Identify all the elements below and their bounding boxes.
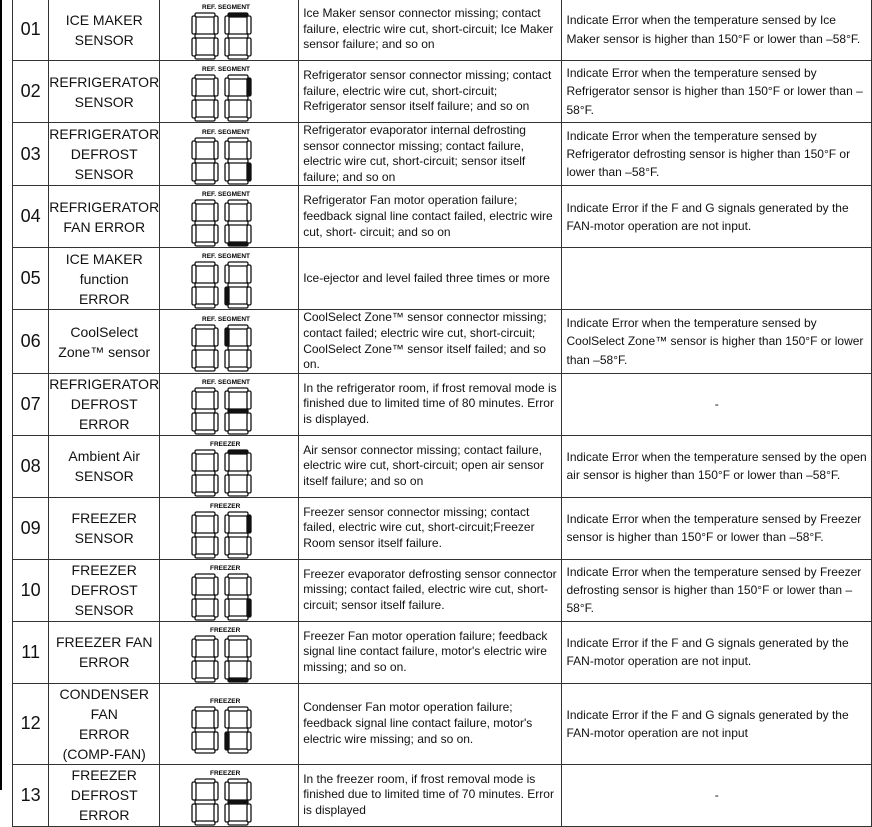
display-mode-label: REF. SEGMENT	[202, 4, 251, 11]
table-row	[13, 764, 872, 826]
segment-c	[214, 732, 218, 750]
segment-display-cell	[160, 186, 299, 248]
segment-display	[188, 767, 268, 827]
segment-c	[214, 475, 218, 493]
segment-b	[247, 265, 251, 283]
error-name: Ambient Air SENSOR	[49, 435, 160, 497]
segment-g	[228, 159, 248, 163]
display-mode-label: REF. SEGMENT	[202, 316, 251, 324]
segment-c	[247, 225, 251, 243]
error-name: REFRIGERATOR DEFROST SENSOR	[49, 123, 160, 186]
error-detection: Indicate Error if the F and G signals generated by the FAN-motor operation are not input	[562, 683, 872, 764]
segment-a	[195, 138, 215, 142]
segment-b	[214, 453, 218, 471]
table-row	[13, 0, 872, 61]
segment-display	[188, 695, 268, 755]
table-row	[13, 61, 872, 123]
segment-g	[195, 221, 215, 225]
segment-a	[228, 200, 248, 204]
error-cause: Freezer evaporator defrosting sensor connector missing; contact failed, electric wire cut, short-circuit; sensor itself failure.	[299, 559, 562, 621]
segment-a	[228, 262, 248, 266]
error-name: CONDENSER FAN ERROR (COMP-FAN)	[49, 683, 160, 764]
segment-d	[228, 180, 248, 184]
segment-g	[195, 159, 215, 163]
segment-b	[247, 639, 251, 657]
segment-display-cell	[160, 123, 299, 186]
segment-g	[195, 283, 215, 287]
segment-b	[214, 78, 218, 96]
error-cause: Ice Maker sensor connector missing; contact failure, electric wire cut, short-circuit; Ice Maker sensor failure; and so on	[299, 0, 562, 61]
segment-b	[214, 577, 218, 595]
segment-b	[214, 328, 218, 346]
error-name: REFRIGERATOR FAN ERROR	[49, 186, 160, 248]
error-cause: In the refrigerator room, if frost removal mode is finished due to limited time of 80 minutes. Error is displayed.	[299, 373, 562, 435]
segment-e	[225, 350, 229, 368]
segment-g	[228, 471, 248, 475]
table-row	[13, 248, 872, 310]
segment-b	[247, 782, 251, 800]
segment-e	[192, 599, 196, 617]
error-code: 05	[13, 248, 49, 310]
segment-d	[195, 117, 215, 121]
segment-c	[247, 732, 251, 750]
segment-f	[225, 710, 229, 728]
segment-g	[195, 533, 215, 537]
segment-d	[228, 749, 248, 753]
segment-d	[195, 55, 215, 59]
error-name: REFRIGERATOR SENSOR	[49, 61, 160, 123]
segment-f	[225, 141, 229, 159]
segment-d	[195, 367, 215, 371]
segment-c	[247, 475, 251, 493]
segment-g	[195, 96, 215, 100]
segment-b	[247, 453, 251, 471]
error-detection: Indicate Error when the temperature sensed by Refrigerator sensor is higher than 150°F or lower than –58°F.	[562, 61, 872, 123]
left-border-line	[0, 0, 2, 790]
table-row	[13, 621, 872, 683]
segment-e	[192, 413, 196, 431]
segment-display	[188, 624, 268, 684]
segment-a	[195, 13, 215, 17]
error-code: 01	[13, 0, 49, 61]
segment-display-cell	[160, 764, 299, 826]
segment-f-lit	[225, 328, 229, 346]
segment-a	[228, 512, 248, 516]
error-code: 13	[13, 764, 49, 826]
segment-a	[195, 574, 215, 578]
segment-display-cell	[160, 0, 299, 61]
segment-e	[225, 804, 229, 822]
segment-e	[192, 732, 196, 750]
segment-b	[247, 328, 251, 346]
segment-g	[228, 728, 248, 732]
segment-d	[228, 821, 248, 825]
segment-b	[214, 782, 218, 800]
segment-g	[195, 409, 215, 413]
segment-c	[214, 537, 218, 555]
segment-a	[228, 75, 248, 79]
segment-display	[188, 126, 268, 186]
segment-display	[188, 438, 268, 498]
error-code: 11	[13, 621, 49, 683]
segment-f	[225, 639, 229, 657]
segment-f	[192, 391, 196, 409]
segment-c	[214, 413, 218, 431]
segment-display	[188, 1, 268, 61]
display-mode-label: FREEZER	[210, 502, 241, 510]
segment-g	[195, 595, 215, 599]
segment-e	[225, 163, 229, 181]
segment-display	[188, 250, 268, 310]
error-code: 04	[13, 186, 49, 248]
segment-display-cell	[160, 61, 299, 123]
display-mode-label: REF. SEGMENT	[202, 378, 251, 386]
error-code: 10	[13, 559, 49, 621]
segment-a	[228, 138, 248, 142]
segment-display-cell	[160, 310, 299, 373]
segment-b	[247, 577, 251, 595]
segment-d	[195, 678, 215, 682]
segment-e	[192, 225, 196, 243]
segment-a	[195, 200, 215, 204]
display-mode-label: FREEZER	[210, 769, 241, 777]
segment-b	[214, 265, 218, 283]
segment-f	[192, 577, 196, 595]
segment-c	[214, 38, 218, 56]
segment-f	[192, 515, 196, 533]
display-mode-label: REF. SEGMENT	[202, 253, 251, 261]
segment-a	[228, 325, 248, 329]
segment-c	[214, 225, 218, 243]
segment-display-cell	[160, 373, 299, 435]
segment-e	[192, 350, 196, 368]
segment-display	[188, 188, 268, 248]
segment-f	[225, 203, 229, 221]
segment-d	[195, 554, 215, 558]
error-cause: Freezer Fan motor operation failure; feedback signal line contact failure, motor's electric wire missing; and so on.	[299, 621, 562, 683]
segment-d	[195, 821, 215, 825]
error-code: 12	[13, 683, 49, 764]
error-detection: -	[562, 373, 872, 435]
segment-f	[192, 203, 196, 221]
segment-display-cell	[160, 435, 299, 497]
segment-a	[195, 325, 215, 329]
error-code: 09	[13, 497, 49, 559]
segment-display	[188, 500, 268, 560]
error-code-table	[12, 0, 872, 827]
table-row	[13, 123, 872, 186]
segment-b	[214, 710, 218, 728]
segment-g	[228, 657, 248, 661]
segment-e	[225, 413, 229, 431]
segment-e	[225, 38, 229, 56]
error-detection: Indicate Error when the temperature sensed by Freezer sensor is higher than 150°F or lower than –58°F.	[562, 497, 872, 559]
error-name: FREEZER DEFROST SENSOR	[49, 559, 160, 621]
segment-e-lit	[225, 287, 229, 305]
segment-f	[225, 577, 229, 595]
segment-d	[228, 304, 248, 308]
segment-display-cell	[160, 497, 299, 559]
segment-b	[214, 203, 218, 221]
segment-b	[247, 710, 251, 728]
segment-e	[192, 38, 196, 56]
segment-b	[247, 391, 251, 409]
error-detection: -	[562, 764, 872, 826]
segment-f	[225, 453, 229, 471]
segment-f	[192, 141, 196, 159]
segment-f	[192, 782, 196, 800]
segment-g	[228, 283, 248, 287]
segment-g	[195, 471, 215, 475]
error-code: 03	[13, 123, 49, 186]
segment-d	[228, 554, 248, 558]
segment-g	[228, 346, 248, 350]
segment-display-cell	[160, 683, 299, 764]
display-mode-label: FREEZER	[210, 564, 241, 572]
error-cause: Refrigerator Fan motor operation failure; feedback signal line contact failed, electric wire cut, short- circuit; and so on	[299, 186, 562, 248]
segment-d-lit	[228, 242, 248, 246]
error-name: FREEZER SENSOR	[49, 497, 160, 559]
segment-c	[214, 599, 218, 617]
display-mode-label: REF. SEGMENT	[202, 66, 251, 73]
display-mode-label: REF. SEGMENT	[202, 128, 251, 136]
segment-d	[195, 242, 215, 246]
error-code: 06	[13, 310, 49, 373]
error-name: REFRIGERATOR DEFROST ERROR	[49, 373, 160, 435]
segment-f	[225, 782, 229, 800]
segment-b	[214, 515, 218, 533]
error-detection: Indicate Error if the F and G signals generated by the FAN-motor operation are not input.	[562, 621, 872, 683]
error-cause: CoolSelect Zone™ sensor connector missing; contact failed; electric wire cut, short-circuit; CoolSelect Zone™ sensor itself failed; and so on.	[299, 310, 562, 373]
table-row	[13, 683, 872, 764]
segment-c-lit	[247, 599, 251, 617]
segment-e	[225, 475, 229, 493]
segment-g	[228, 96, 248, 100]
segment-a-lit	[228, 450, 248, 454]
segment-b	[247, 141, 251, 159]
segment-d	[228, 367, 248, 371]
error-name: FREEZER FAN ERROR	[49, 621, 160, 683]
segment-g	[228, 595, 248, 599]
segment-g	[195, 34, 215, 38]
segment-f	[192, 710, 196, 728]
segment-e	[225, 100, 229, 118]
segment-c	[214, 661, 218, 679]
error-detection: Indicate Error when the temperature sensed by the open air sensor is higher than 150°F or lower than –58°F.	[562, 435, 872, 497]
segment-f	[192, 328, 196, 346]
table-row	[13, 497, 872, 559]
segment-display-cell	[160, 248, 299, 310]
segment-e	[192, 537, 196, 555]
segment-a-lit	[228, 13, 248, 17]
segment-c	[247, 287, 251, 305]
display-mode-label: FREEZER	[210, 698, 241, 706]
error-cause: Condenser Fan motor operation failure; feedback signal line contact failure, motor's electric wire missing; and so on.	[299, 683, 562, 764]
segment-c	[247, 413, 251, 431]
segment-e	[192, 804, 196, 822]
segment-display	[188, 562, 268, 622]
segment-display	[188, 63, 268, 123]
segment-c	[214, 804, 218, 822]
segment-a	[195, 636, 215, 640]
segment-f	[225, 265, 229, 283]
segment-a	[195, 388, 215, 392]
segment-d	[228, 117, 248, 121]
segment-c	[214, 100, 218, 118]
segment-a	[228, 388, 248, 392]
segment-e	[225, 225, 229, 243]
error-name: FREEZER DEFROST ERROR	[49, 764, 160, 826]
segment-a	[228, 574, 248, 578]
segment-e	[192, 661, 196, 679]
segment-f	[192, 639, 196, 657]
segment-e	[225, 537, 229, 555]
error-name: ICE MAKER SENSOR	[49, 0, 160, 61]
segment-d	[195, 749, 215, 753]
segment-g	[195, 728, 215, 732]
table-row	[13, 435, 872, 497]
error-detection: Indicate Error when the temperature sensed by Ice Maker sensor is higher than 150°F or lower than –58°F.	[562, 0, 872, 61]
segment-f	[192, 453, 196, 471]
segment-d	[195, 180, 215, 184]
segment-g	[195, 657, 215, 661]
segment-c	[247, 537, 251, 555]
error-cause: In the freezer room, if frost removal mode is finished due to limited time of 70 minutes. Error is displayed	[299, 764, 562, 826]
segment-a	[195, 450, 215, 454]
segment-f	[225, 391, 229, 409]
segment-f	[192, 78, 196, 96]
error-cause: Refrigerator evaporator internal defrosting sensor connector missing; contact failure, electric wire cut, short-circuit; sensor itself failure; and so on	[299, 123, 562, 186]
segment-b	[214, 141, 218, 159]
segment-a	[195, 512, 215, 516]
segment-b	[247, 16, 251, 34]
segment-display	[188, 376, 268, 436]
segment-f	[225, 16, 229, 34]
segment-g-lit	[228, 409, 248, 413]
segment-c	[247, 804, 251, 822]
error-cause: Refrigerator sensor connector missing; contact failure, electric wire cut, short-circuit; Refrigerator sensor itself failure; and so on	[299, 61, 562, 123]
segment-a	[195, 75, 215, 79]
segment-d	[228, 492, 248, 496]
error-detection: Indicate Error if the F and G signals generated by the FAN-motor operation are not input.	[562, 186, 872, 248]
segment-f	[225, 515, 229, 533]
segment-c	[214, 350, 218, 368]
segment-e	[192, 100, 196, 118]
segment-f	[192, 265, 196, 283]
segment-e	[192, 287, 196, 305]
segment-c	[247, 661, 251, 679]
error-cause: Freezer sensor connector missing; contact failed, electric wire cut, short-circuit;Freezer Room sensor itself failure.	[299, 497, 562, 559]
segment-b-lit	[247, 78, 251, 96]
segment-b	[214, 16, 218, 34]
segment-b	[214, 639, 218, 657]
error-detection: Indicate Error when the temperature sensed by Freezer defrosting sensor is higher than 150°F or lower than –58°F.	[562, 559, 872, 621]
error-code: 02	[13, 61, 49, 123]
display-mode-label: FREEZER	[210, 626, 241, 634]
segment-c	[214, 163, 218, 181]
table-row	[13, 559, 872, 621]
segment-f	[192, 16, 196, 34]
segment-g	[195, 346, 215, 350]
segment-d	[195, 304, 215, 308]
segment-c	[247, 38, 251, 56]
segment-d	[228, 55, 248, 59]
segment-c	[247, 100, 251, 118]
segment-b	[247, 203, 251, 221]
segment-d	[228, 430, 248, 434]
segment-display	[188, 313, 268, 373]
segment-a	[195, 262, 215, 266]
segment-c	[214, 287, 218, 305]
segment-e	[192, 163, 196, 181]
segment-c	[247, 350, 251, 368]
segment-e	[225, 599, 229, 617]
display-mode-label: FREEZER	[210, 440, 241, 448]
table-row	[13, 310, 872, 373]
error-name: CoolSelect Zone™ sensor	[49, 310, 160, 373]
table-row	[13, 186, 872, 248]
segment-display-cell	[160, 621, 299, 683]
segment-display-cell	[160, 559, 299, 621]
segment-d	[228, 616, 248, 620]
table-row	[13, 373, 872, 435]
segment-a	[228, 779, 248, 783]
segment-g	[195, 800, 215, 804]
segment-g-lit	[228, 800, 248, 804]
segment-e	[225, 661, 229, 679]
error-cause: Air sensor connector missing; contact failure, electric wire cut, short-circuit; open air sensor itself failure; and so on	[299, 435, 562, 497]
segment-f	[225, 78, 229, 96]
segment-c-lit	[247, 163, 251, 181]
segment-a	[195, 707, 215, 711]
error-detection: Indicate Error when the temperature sensed by CoolSelect Zone™ sensor is higher than 150°F or lower than –58°F.	[562, 310, 872, 373]
error-detection	[562, 248, 872, 310]
segment-d	[195, 492, 215, 496]
segment-g	[228, 34, 248, 38]
segment-d-lit	[228, 678, 248, 682]
segment-a	[228, 636, 248, 640]
segment-a	[228, 707, 248, 711]
segment-g	[228, 533, 248, 537]
display-mode-label: REF. SEGMENT	[202, 191, 251, 199]
segment-b-lit	[247, 515, 251, 533]
error-cause: Ice-ejector and level failed three times or more	[299, 248, 562, 310]
error-code: 08	[13, 435, 49, 497]
error-detection: Indicate Error when the temperature sensed by Refrigerator defrosting sensor is higher than 150°F or lower than –58°F.	[562, 123, 872, 186]
segment-e	[192, 475, 196, 493]
segment-d	[195, 430, 215, 434]
error-name: ICE MAKER function ERROR	[49, 248, 160, 310]
segment-b	[214, 391, 218, 409]
error-code: 07	[13, 373, 49, 435]
segment-a	[195, 779, 215, 783]
segment-e-lit	[225, 732, 229, 750]
segment-d	[195, 616, 215, 620]
segment-g	[228, 221, 248, 225]
